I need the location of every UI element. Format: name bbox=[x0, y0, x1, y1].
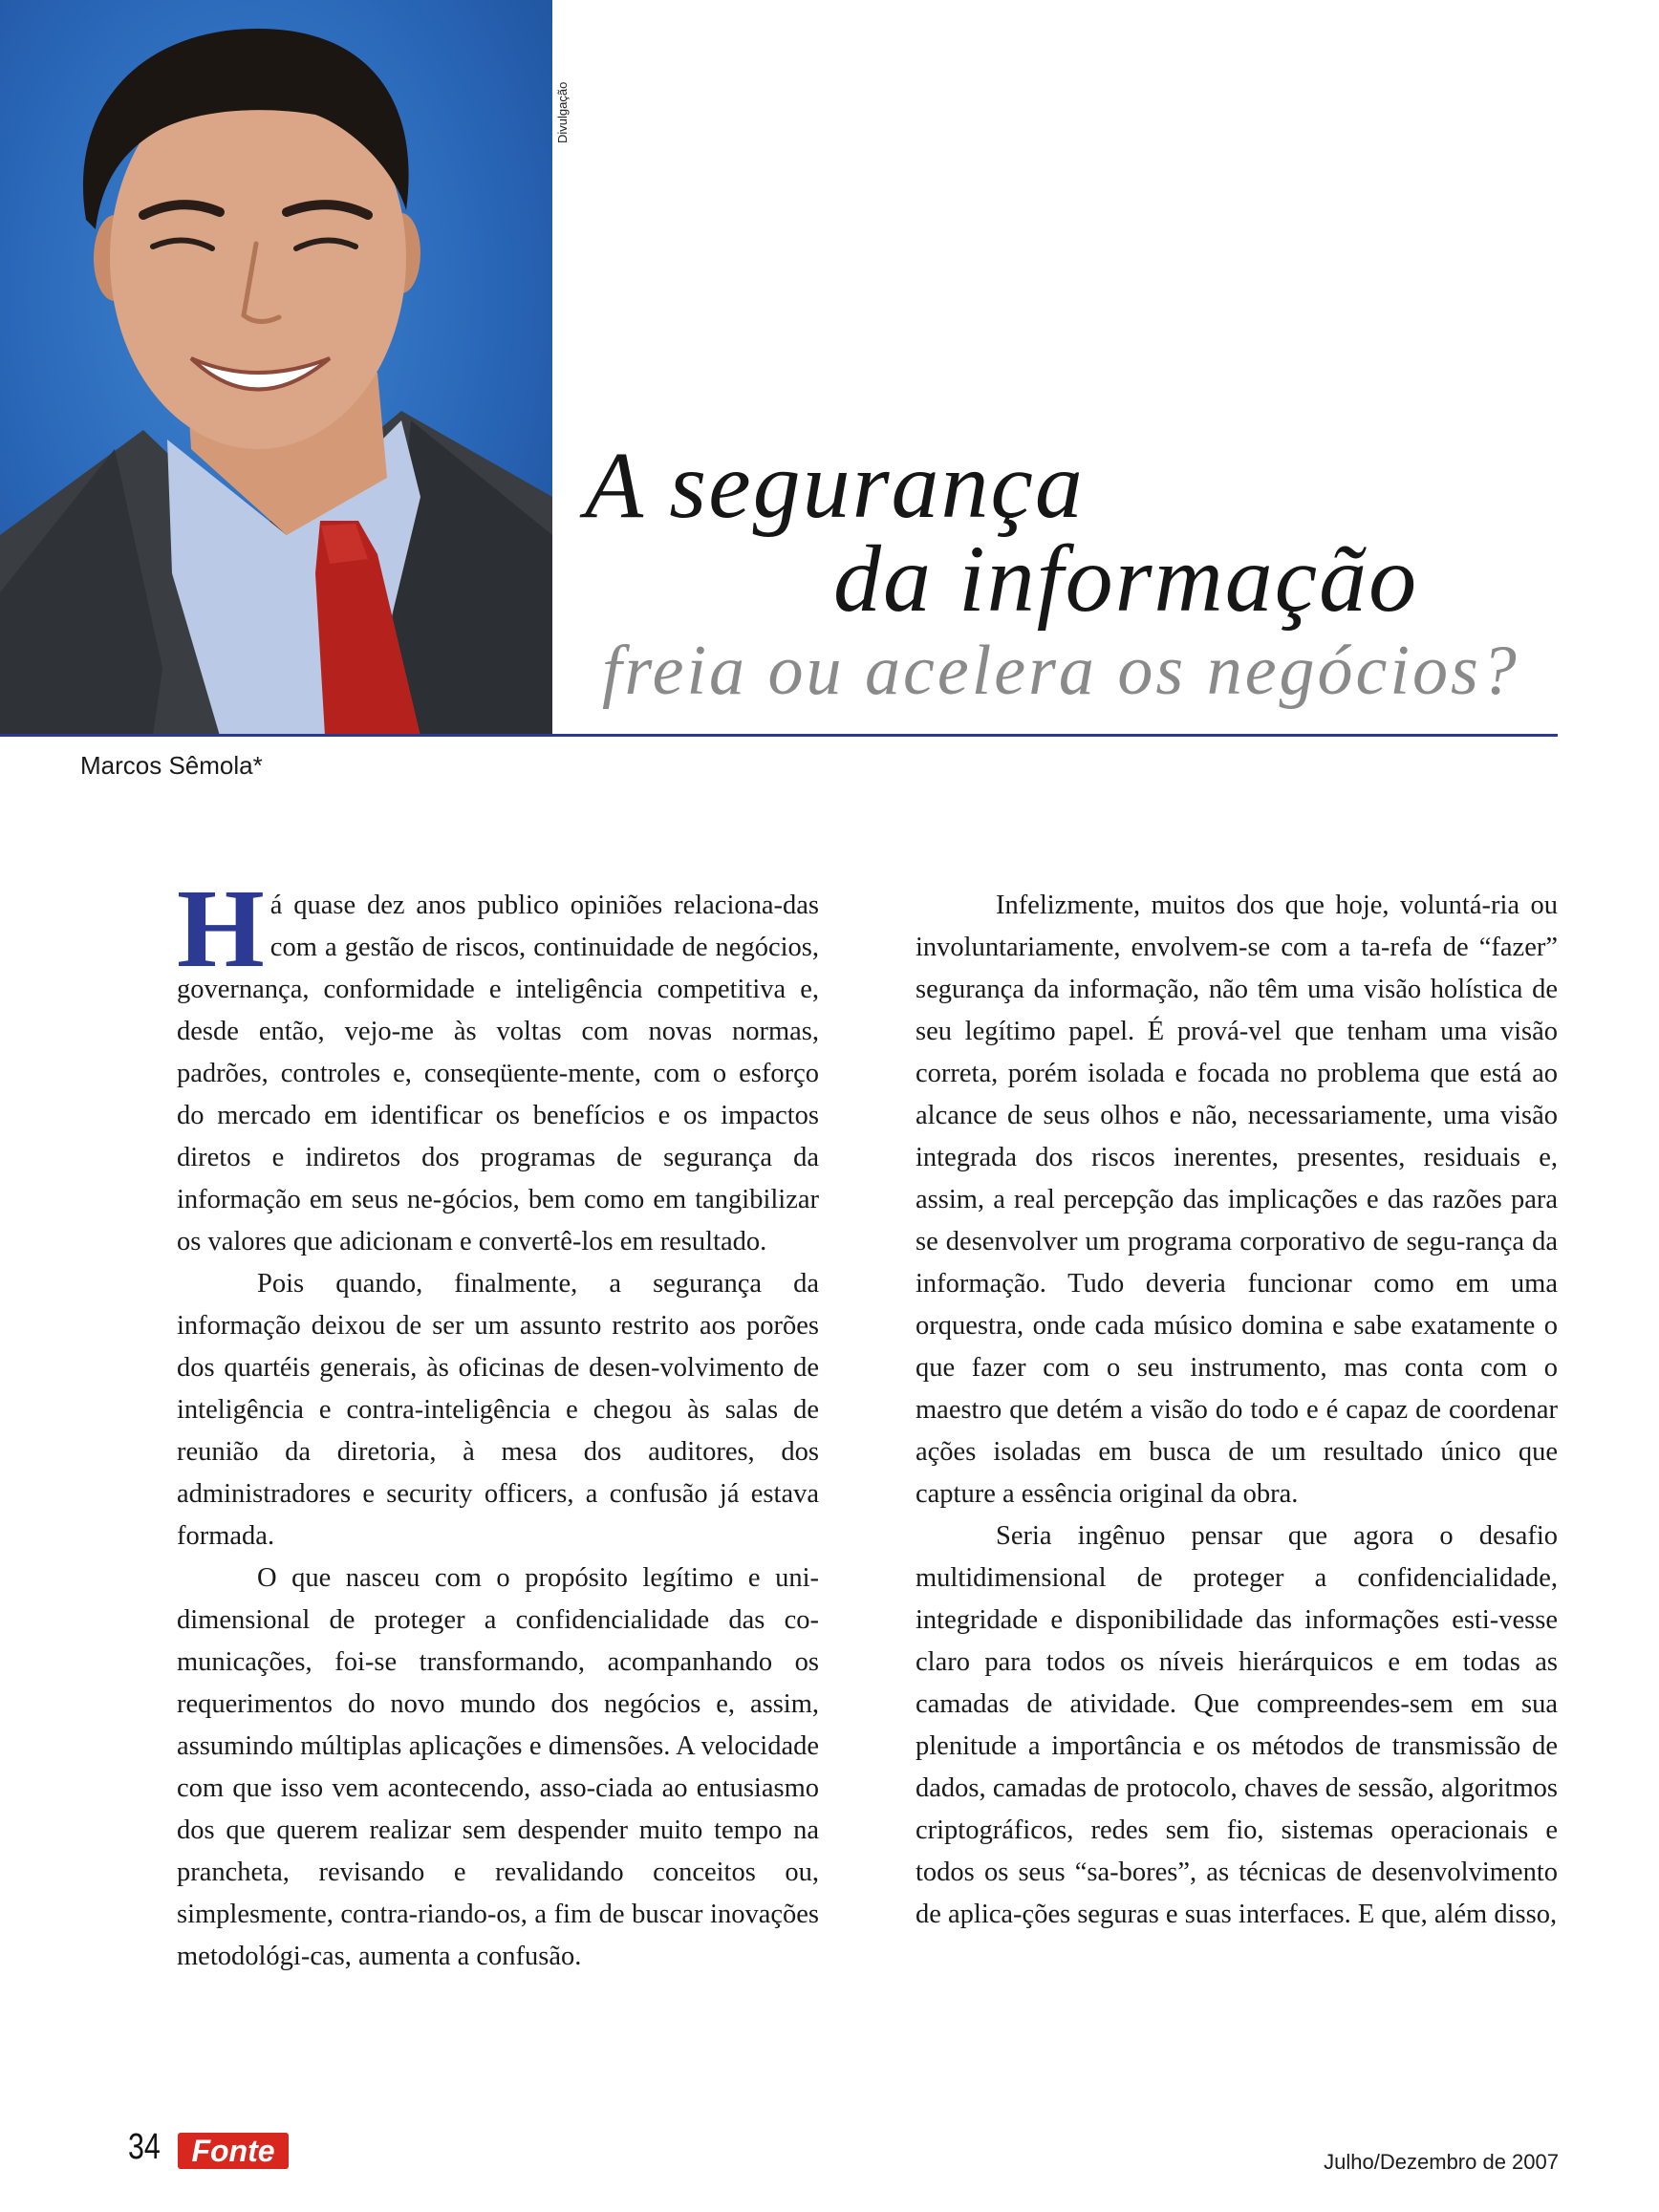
page-number: 34 bbox=[128, 2127, 161, 2167]
photo-credit: Divulgação bbox=[555, 81, 570, 143]
article-column-right bbox=[916, 885, 1558, 1936]
logo-text: Fonte bbox=[191, 2134, 275, 2168]
magazine-logo bbox=[178, 2133, 289, 2169]
paragraph: O que nasceu com o propósito legítimo e uni-dimensional de proteger a confidencialidade das co-municações, foi-se transformando, acompanhando os requerimentos do novo mundo dos negócios e, assim, assumindo múltiplas aplicações e dimensões. A velocidade com que isso vem acontecendo, asso-ciada ao entusiasmo dos que querem realizar sem despender muito tempo na prancheta, revisando e revalidando conceitos ou, simplesmente, contra-riando-os, a fim de buscar inovações metodológi-cas, aumenta a confusão. bbox=[177, 1563, 819, 1971]
issue-date: Julho/Dezembro de 2007 bbox=[1324, 2150, 1559, 2174]
article-column-left bbox=[177, 866, 819, 1978]
paragraph: Pois quando, finalmente, a segurança da informação deixou de ser um assunto restrito aos porões dos quartéis generais, às oficinas de desen-volvimento de inteligência e contra-inteligência e chegou às salas de reunião da diretoria, à mesa dos auditores, dos administradores e security officers, a confusão já estava formada. bbox=[177, 1269, 819, 1551]
author-photo bbox=[0, 0, 552, 736]
headline-line-2: da informação bbox=[833, 526, 1419, 632]
author-byline: Marcos Sêmola* bbox=[80, 751, 263, 780]
headline-subtitle: freia ou acelera os negócios? bbox=[602, 632, 1519, 710]
headline-line-1: A segurança bbox=[585, 432, 1085, 538]
drop-cap: H bbox=[177, 866, 265, 991]
header-divider bbox=[0, 734, 1558, 737]
paragraph: Infelizmente, muitos dos que hoje, voluntá-ria ou involuntariamente, envolvem-se com a ta-refa de “fazer” segurança da informação, não têm uma visão holística de seu legítimo papel. É prová-vel que tenham uma visão correta, porém isolada e focada no problema que está ao alcance de seus olhos e não, necessariamente, uma visão integrada dos riscos inerentes, presentes, residuais e, assim, a real percepção das implicações e das razões para se desenvolver um programa corporativo de segu-rança da informação. Tudo deveria funcionar como em uma orquestra, onde cada músico domina e sabe exatamente o que fazer com o seu instrumento, mas conta com o maestro que detém a visão do todo e é capaz de coordenar ações isoladas em busca de um resultado único que capture a essência original da obra. bbox=[916, 891, 1558, 1509]
paragraph-text: á quase dez anos publico opiniões relaciona-das com a gestão de riscos, continuidade de negócios, governança, conformidade e inteligência competitiva e, desde então, vejo-me às voltas com novas normas, padrões, controles e, conseqüente-mente, com o esforço do mercado em identificar os benefícios e os impactos diretos e indiretos dos programas de segurança da informação em seus ne-gócios, bem como em tangibilizar os valores que adicionam e convertê-los em resultado. bbox=[177, 891, 819, 1256]
portrait-illustration bbox=[0, 0, 552, 736]
paragraph bbox=[177, 866, 819, 1263]
paragraph: Seria ingênuo pensar que agora o desafio multidimensional de proteger a confidencialidade, integridade e disponibilidade das informações esti-vesse claro para todos os níveis hierárquicos e em todas as camadas de atividade. Que compreendes-sem em sua plenitude a importância e os métodos de transmissão de dados, camadas de protocolo, chaves de sessão, algoritmos criptográficos, redes sem fio, sistemas operacionais e todos os seus “sa-bores”, as técnicas de desenvolvimento de aplica-ções seguras e suas interfaces. E que, além disso, bbox=[916, 1521, 1558, 1929]
